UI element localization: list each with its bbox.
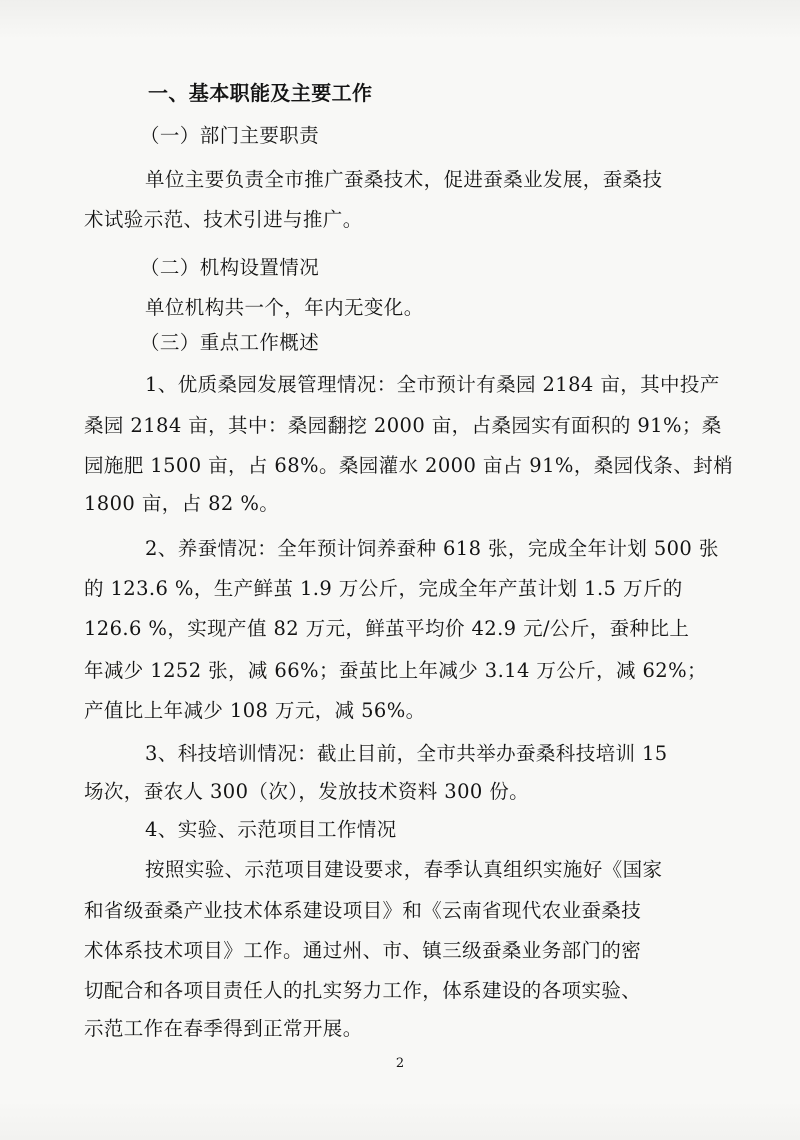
item-1-line-4: 1800 亩，占 82 %。 <box>84 492 280 515</box>
main-heading: 一、基本职能及主要工作 <box>148 81 373 105</box>
item-1-line-3: 园施肥 1500 亩，占 68%。桑园灌水 2000 亩占 91%，桑园伐条、封梢 <box>84 454 734 477</box>
item-3-line-1: 3、科技培训情况：截止目前，全市共举办蚕桑科技培训 15 <box>145 742 668 765</box>
item-2-line-3: 126.6 %，实现产值 82 万元，鲜茧平均价 42.9 元/公斤，蚕种比上 <box>84 617 690 640</box>
item-3-line-2: 场次，蚕农人 300（次），发放技术资料 300 份。 <box>84 780 530 803</box>
item-2-line-1: 2、养蚕情况：全年预计饲养蚕种 618 张，完成全年计划 500 张 <box>145 537 719 560</box>
section-2-line-1: 单位机构共一个，年内无变化。 <box>145 296 424 319</box>
item-1-line-1: 1、优质桑园发展管理情况：全市预计有桑园 2184 亩，其中投产 <box>145 373 720 396</box>
item-2-line-5: 产值比上年减少 108 万元，减 56%。 <box>84 699 426 722</box>
section-1-title: （一）部门主要职责 <box>140 124 320 147</box>
item-2-line-2: 的 123.6 %，生产鲜茧 1.9 万公斤，完成全年产茧计划 1.5 万斤的 <box>84 577 683 600</box>
item-4-line-2: 和省级蚕桑产业技术体系建设项目》和《云南省现代农业蚕桑技 <box>84 899 642 922</box>
item-4-title: 4、实验、示范项目工作情况 <box>145 818 397 841</box>
page-number: 2 <box>395 1056 405 1071</box>
item-2-line-4: 年减少 1252 张，减 66%；蚕茧比上年减少 3.14 万公斤，减 62%； <box>84 659 707 682</box>
item-4-line-3: 术体系技术项目》工作。通过州、市、镇三级蚕桑业务部门的密 <box>84 939 642 962</box>
section-1-line-1: 单位主要负责全市推广蚕桑技术，促进蚕桑业发展，蚕桑技 <box>145 168 663 191</box>
section-2-title: （二）机构设置情况 <box>140 256 320 279</box>
item-4-line-1: 按照实验、示范项目建设要求，春季认真组织实施好《国家 <box>145 858 663 881</box>
item-4-line-5: 示范工作在春季得到正常开展。 <box>84 1017 363 1040</box>
section-3-title: （三）重点工作概述 <box>140 331 320 354</box>
section-1-line-2: 术试验示范、技术引进与推广。 <box>84 208 363 231</box>
item-4-line-4: 切配合和各项目责任人的扎实努力工作，体系建设的各项实验、 <box>84 979 642 1002</box>
item-1-line-2: 桑园 2184 亩，其中：桑园翻挖 2000 亩，占桑园实有面积的 91%；桑 <box>84 414 722 437</box>
